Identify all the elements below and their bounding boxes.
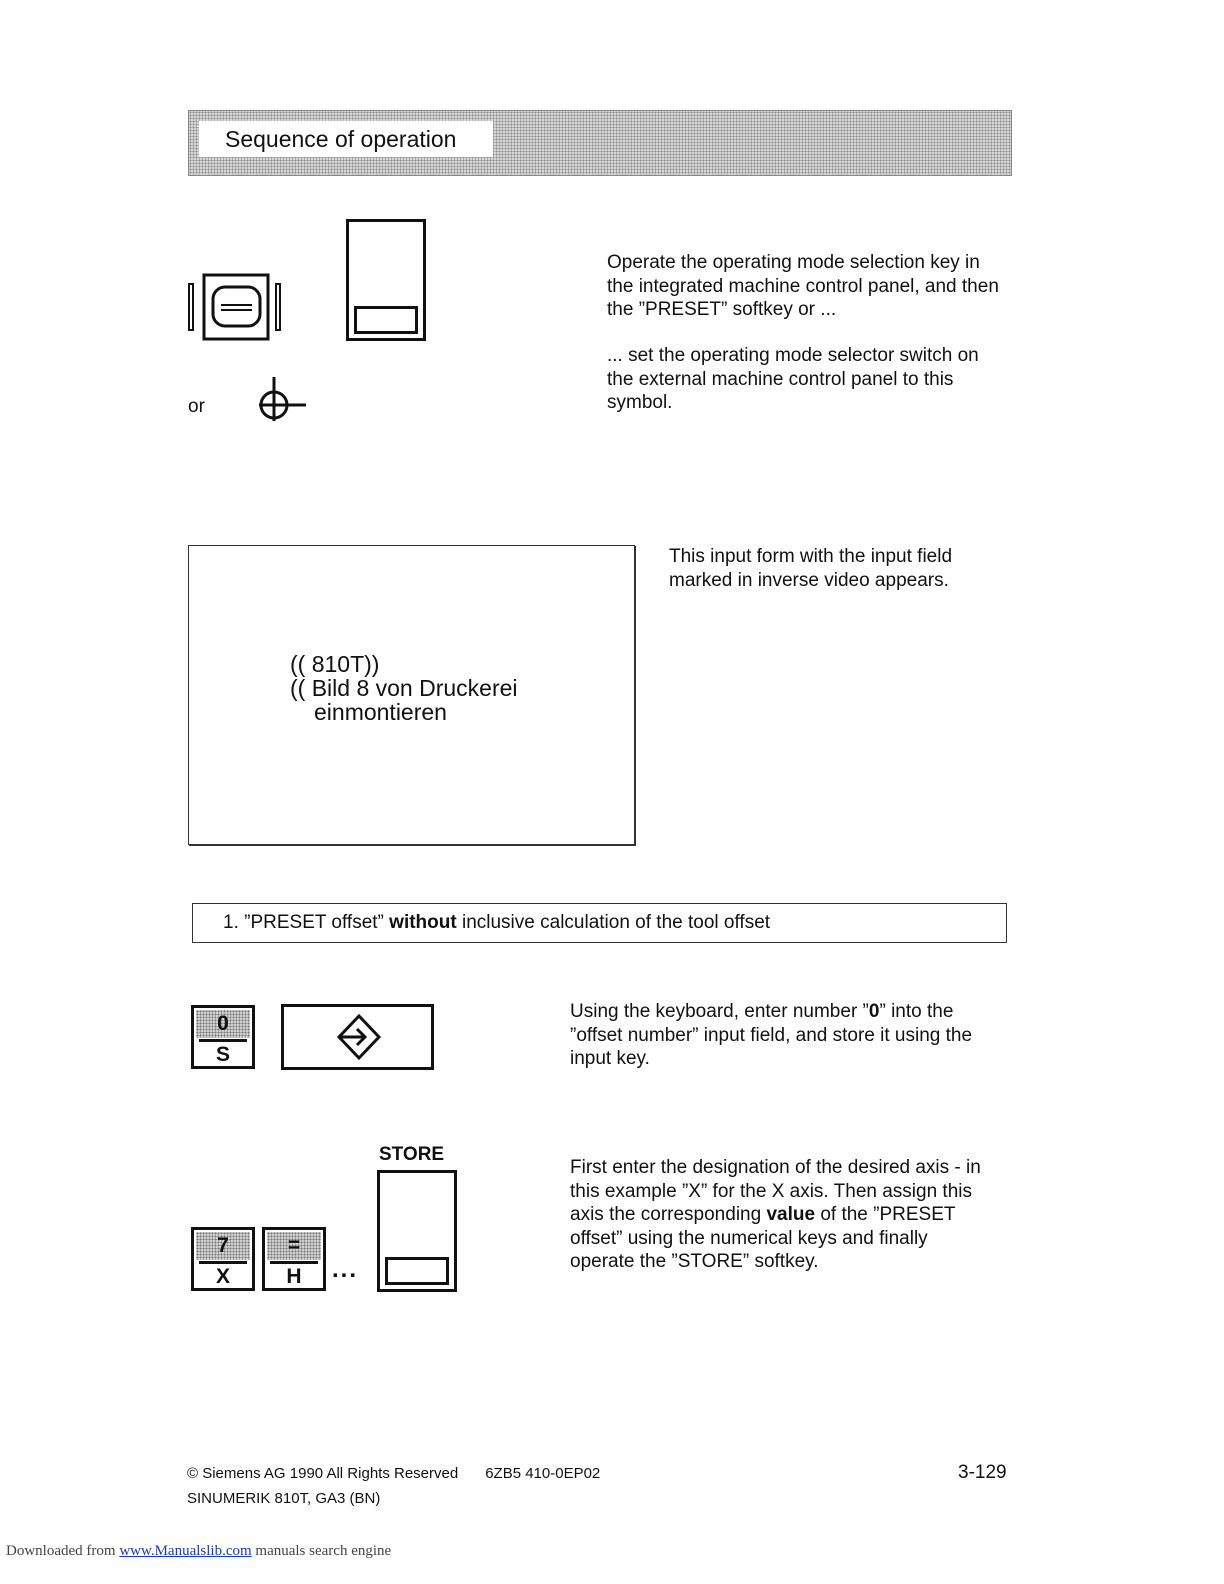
subsection-text: inclusive calculation of the tool offset bbox=[461, 912, 771, 933]
step2-text bbox=[570, 1000, 990, 1071]
placeholder-line: einmontieren bbox=[314, 699, 447, 725]
manualslib-link[interactable]: www.Manualslib.com bbox=[119, 1543, 252, 1559]
key-7-x[interactable] bbox=[191, 1227, 255, 1291]
page-number: 3-129 bbox=[958, 1462, 1007, 1483]
step3-text-part: of the ”PRESET offset” using the numerical keys and finally operate the ”STORE” softkey. bbox=[570, 1204, 956, 1272]
store-softkey[interactable] bbox=[377, 1170, 457, 1292]
footer-copyright: © Siemens AG 1990 All Rights Reserved bbox=[187, 1465, 459, 1482]
step2-text-part: ” into the ”offset number” input field, and store it using the input key. bbox=[570, 1001, 973, 1069]
footer-manual: SINUMERIK 810T, GA3 (BN) bbox=[187, 1490, 381, 1507]
key-upper-char: 7 bbox=[196, 1232, 250, 1260]
step3-text-part: First enter the designation of the desired axis - in this example ”X” for the X axis. Then assign this axis the corresponding bbox=[570, 1157, 981, 1225]
form-caption: This input form with the input field marked in inverse video appears. bbox=[669, 546, 953, 591]
step1-alt-text: ... set the operating mode selector switch on the external machine control panel to this symbol. bbox=[607, 345, 979, 413]
key-lower-char: X bbox=[215, 1265, 230, 1288]
placeholder-note bbox=[290, 652, 518, 724]
input-key[interactable] bbox=[281, 1004, 435, 1071]
operating-mode-key-icon bbox=[186, 272, 286, 344]
key-lower-char: S bbox=[215, 1043, 230, 1066]
section-title: Sequence of operation bbox=[225, 126, 457, 152]
subsection-title bbox=[223, 911, 770, 934]
softkey-inner-frame bbox=[385, 1257, 449, 1285]
key-0-s[interactable] bbox=[191, 1005, 255, 1069]
placeholder-line: (( 810T)) bbox=[290, 651, 380, 677]
or-label: or bbox=[188, 396, 205, 417]
ellipsis: ... bbox=[332, 1256, 359, 1283]
download-banner bbox=[6, 1543, 391, 1560]
step1-text: Operate the operating mode selection key in the integrated machine control panel, and then the ”PRESET” softkey or ... bbox=[607, 252, 999, 320]
key-upper-char: 0 bbox=[196, 1010, 250, 1038]
preset-softkey[interactable] bbox=[346, 219, 426, 341]
softkey-inner-frame bbox=[354, 306, 418, 334]
step3-text bbox=[570, 1156, 995, 1274]
preset-selector-symbol-icon bbox=[254, 374, 310, 424]
download-prefix: Downloaded from bbox=[6, 1543, 116, 1559]
footer-order-number: 6ZB5 410-0EP02 bbox=[485, 1465, 601, 1482]
subsection-text: ”PRESET offset” bbox=[244, 912, 384, 933]
download-suffix: manuals search engine bbox=[255, 1543, 392, 1559]
key-equals-h[interactable] bbox=[262, 1227, 326, 1291]
placeholder-line: (( Bild 8 von Druckerei bbox=[290, 675, 518, 701]
subsection-bold-text: without bbox=[389, 912, 457, 933]
step2-text-bold: 0 bbox=[868, 1001, 880, 1022]
store-softkey-label: STORE bbox=[379, 1144, 445, 1165]
step2-text-part: Using the keyboard, enter number ” bbox=[570, 1001, 869, 1022]
subsection-number: 1. bbox=[223, 912, 239, 933]
key-upper-char: = bbox=[267, 1232, 321, 1260]
key-lower-char: H bbox=[286, 1265, 302, 1288]
step3-text-bold: value bbox=[766, 1204, 816, 1225]
footer-line bbox=[187, 1465, 600, 1482]
